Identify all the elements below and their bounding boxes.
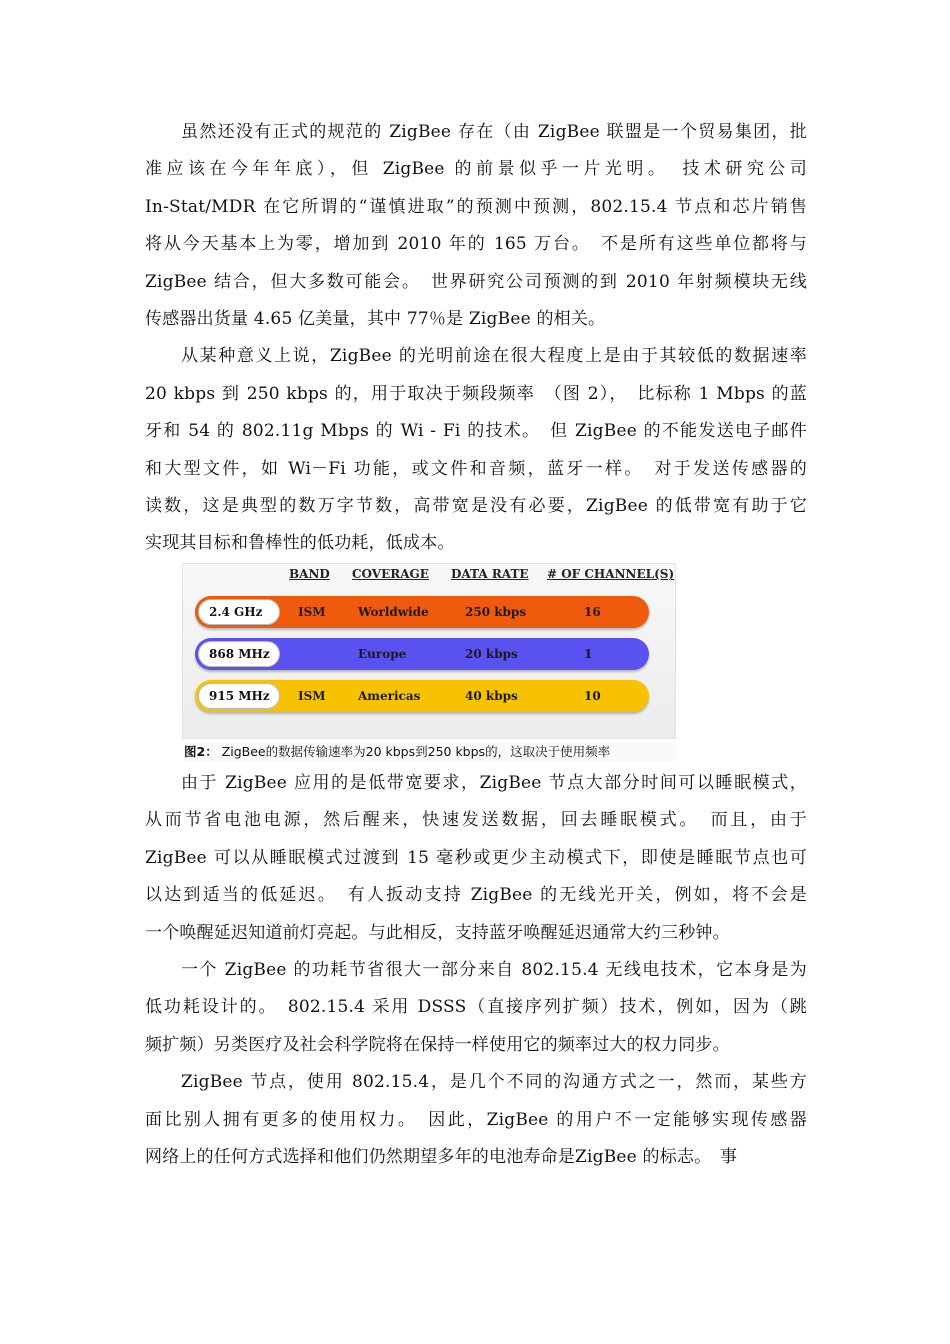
band-row xyxy=(195,680,649,712)
band-coverage: Worldwide xyxy=(358,605,429,619)
band-type: ISM xyxy=(298,605,326,619)
paragraph xyxy=(145,1064,807,1176)
band-row xyxy=(195,638,649,670)
band-row xyxy=(195,596,649,628)
zigbee-band-table-image xyxy=(182,563,676,739)
header-data-rate: DATA RATE xyxy=(451,567,529,581)
text-line: 传感器出货量 4.65 亿美量，其中 77％是 ZigBee 的相关。 xyxy=(145,309,606,330)
text-line: 实现其目标和鲁棒性的低功耗，低成本。 xyxy=(145,533,455,554)
band-type: ISM xyxy=(298,689,326,703)
text-line: 读数，这是典型的数万字节数，高带宽是没有必要，ZigBee 的低带宽有助于它 xyxy=(145,496,807,517)
band-data-rate: 40 kbps xyxy=(465,689,518,703)
paragraph xyxy=(145,114,807,338)
text-line: 将从今天基本上为零，增加到 2010 年的 165 万台。 不是所有这些单位都将与 xyxy=(145,234,807,255)
text-line: 从而节省电池电源，然后醒来，快速发送数据，回去睡眠模式。 而且，由于 xyxy=(145,810,807,831)
text-line: ZigBee 可以从睡眠模式过渡到 15 毫秒或更少主动模式下，即使是睡眠节点也可 xyxy=(145,847,807,868)
header-coverage: COVERAGE xyxy=(352,567,429,581)
text-line: 牙和 54 的 802.11g Mbps 的 Wi - Fi 的技术。 但 ZigBee 的不能发送电子邮件 xyxy=(145,421,807,442)
text-line: 面比别人拥有更多的使用权力。 因此，ZigBee 的用户不一定能够实现传感器 xyxy=(145,1109,807,1130)
band-channels: 1 xyxy=(584,647,593,661)
text-line: 虽然还没有正式的规范的 ZigBee 存在（由 ZigBee 联盟是一个贸易集团，批 xyxy=(181,122,807,142)
text-line: 从某种意义上说，ZigBee 的光明前途在很大程度上是由于其较低的数据速率 xyxy=(181,346,807,367)
band-channels: 16 xyxy=(584,605,601,619)
caption-text: ZigBee的数据传输速率为20 kbps到250 kbps的，这取决于使用频率 xyxy=(221,744,611,759)
text-line: 一个唤醒延迟知道前灯亮起。与此相反，支持蓝牙唤醒延迟通常大约三秒钟。 xyxy=(145,922,730,943)
figure-caption xyxy=(184,742,676,761)
text-line: 一个 ZigBee 的功耗节省很大一部分来自 802.15.4 无线电技术，它本身是为 xyxy=(181,960,807,981)
paragraph xyxy=(145,765,807,952)
text-line: ZigBee 节点，使用 802.15.4，是几个不同的沟通方式之一，然而，某些方 xyxy=(181,1072,807,1093)
header-band: BAND xyxy=(289,567,330,581)
text-block-bottom xyxy=(145,765,807,1176)
paragraph xyxy=(145,338,807,562)
figure-2 xyxy=(182,563,676,761)
text-line: 低功耗设计的。 802.15.4 采用 DSSS（直接序列扩频）技术，例如，因为（跳 xyxy=(145,997,807,1018)
band-coverage: Europe xyxy=(358,647,407,661)
band-frequency: 868 MHz xyxy=(198,641,280,667)
text-line: 频扩频）另类医疗及社会科学院将在保持一样使用它的频率过大的权力同步。 xyxy=(145,1034,730,1055)
text-line: 20 kbps 到 250 kbps 的，用于取决于频段频率 （图 2）， 比标称 1 Mbps 的蓝 xyxy=(145,383,807,404)
band-data-rate: 20 kbps xyxy=(465,647,518,661)
text-line: ZigBee 结合，但大多数可能会。 世界研究公司预测的到 2010 年射频模块无线 xyxy=(145,271,807,292)
text-block-top xyxy=(145,114,807,563)
text-line: 由于 ZigBee 应用的是低带宽要求，ZigBee 节点大部分时间可以睡眠模式， xyxy=(181,773,807,793)
text-line: 以达到适当的低延迟。 有人扳动支持 ZigBee 的无线光开关，例如，将不会是 xyxy=(145,885,807,906)
caption-label: 图2： xyxy=(184,744,218,759)
text-line: 准应该在今年年底），但 ZigBee 的前景似乎一片光明。 技术研究公司 xyxy=(145,159,807,180)
band-frequency: 915 MHz xyxy=(198,683,280,709)
text-line: In-Stat/MDR 在它所谓的“谨慎进取”的预测中预测，802.15.4 节点和芯片销售 xyxy=(145,196,807,217)
band-data-rate: 250 kbps xyxy=(465,605,527,619)
text-line: 网络上的任何方式选择和他们仍然期望多年的电池寿命是ZigBee 的标志。 事 xyxy=(145,1147,738,1168)
band-coverage: Americas xyxy=(358,689,421,703)
text-line: 和大型文件，如 Wi－Fi 功能，或文件和音频，蓝牙一样。 对于发送传感器的 xyxy=(145,458,807,479)
header-channels: # OF CHANNEL(S) xyxy=(547,567,675,581)
band-channels: 10 xyxy=(584,689,601,703)
paragraph xyxy=(145,952,807,1064)
band-frequency: 2.4 GHz xyxy=(198,599,280,625)
